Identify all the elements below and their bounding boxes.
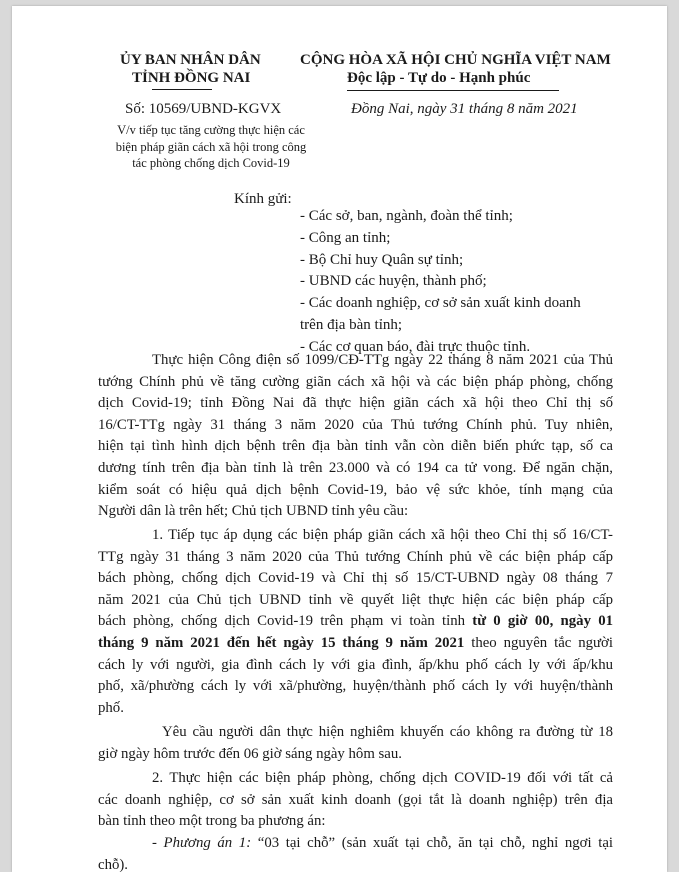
intro-line: dịch Covid-19; tỉnh Đồng Nai đã thực hiện giãn cách xã hội theo Chỉ thị số <box>98 395 613 412</box>
option-1-line: chỗ). <box>98 856 128 872</box>
recipient-item: - Các cơ quan báo, đài trực thuộc tỉnh. <box>300 338 531 355</box>
item-1-line: 1. Tiếp tục áp dụng các biện pháp giãn cách xã hội theo Chỉ thị số 16/CT- <box>152 527 613 543</box>
curfew-line: giờ ngày hôm trước đến 06 giờ sáng ngày hôm sau. <box>98 745 402 762</box>
document-subject <box>109 122 313 172</box>
plain-text: theo nguyên tắc người <box>464 634 613 651</box>
document-page <box>12 6 667 872</box>
subject-line: biện pháp giãn cách xã hội trong công <box>115 139 307 154</box>
document-date: Đồng Nai, ngày 31 tháng 8 năm 2021 <box>351 101 578 117</box>
effective-date-end: tháng 9 năm 2021 đến hết ngày 15 tháng 9 năm 2021 <box>98 634 465 651</box>
plain-text: bách phòng, chống dịch Covid-19 trên phạm vi toàn tỉnh <box>98 613 473 630</box>
option-1-label: - Phương án 1: <box>152 835 252 851</box>
recipient-item: - UBND các huyện, thành phố; <box>300 273 487 290</box>
subject-line: tác phòng chống dịch Covid-19 <box>132 156 290 170</box>
province-name: TỈNH ĐỒNG NAI <box>132 70 251 86</box>
agency-underline <box>152 89 212 90</box>
intro-line: tướng Chính phủ về tăng cường giãn cách xã hội và các biện pháp phòng, chống <box>98 373 613 390</box>
recipient-item: trên địa bàn tỉnh; <box>300 316 403 333</box>
item-1-line: năm 2021 của Chủ tịch UBND tỉnh về quyết liệt thực hiện các biện pháp cấp <box>98 591 613 608</box>
item-1-line: cách ly với người, gia đình cách ly với gia đình, ấp/khu phố cách ly với ấp/khu <box>98 656 613 673</box>
item-1-line: phố, xã/phường cách ly với xã/phường, huyện/thành phố cách ly với huyện/thành <box>98 678 613 695</box>
motto-underline <box>347 90 559 91</box>
recipient-item: - Công an tỉnh; <box>300 229 391 246</box>
national-title: CỘNG HÒA XÃ HỘI CHỦ NGHĨA VIỆT NAM <box>300 52 611 68</box>
item-2-line: các doanh nghiệp, cơ sở sản xuất kinh doanh (gọi tắt là doanh nghiệp) trên địa <box>98 791 613 808</box>
item-1-line <box>98 633 613 655</box>
intro-line: 16/CT-TTg ngày 31 tháng 3 năm 2020 của Thủ tướng Chính phủ. Tuy nhiên, <box>98 416 613 433</box>
document-number: Số: 10569/UBND-KGVX <box>125 101 282 117</box>
greeting: Kính gửi: <box>234 191 292 207</box>
option-1-text: “03 tại chỗ” (sản xuất tại chỗ, ăn tại chỗ, nghỉ ngơi tại <box>251 835 613 851</box>
option-1-line <box>98 833 613 855</box>
curfew-line: Yêu cầu người dân thực hiện nghiêm khuyến cáo không ra đường từ 18 <box>162 724 613 740</box>
item-1-line <box>98 611 613 633</box>
intro-line: hiện tại tình hình dịch bệnh trên địa bàn tỉnh vẫn còn diễn biến phức tạp, số ca <box>98 438 613 455</box>
option-1-paragraph <box>98 833 613 872</box>
item-1-line: TTg ngày 31 tháng 3 năm 2020 của Thủ tướng Chính phủ về các biện pháp cấp <box>98 548 613 565</box>
intro-line: dương tính trên địa bàn tỉnh là trên 23.000 và có 194 ca tử vong. Để ngăn chặn, <box>98 459 613 476</box>
recipient-item: - Các doanh nghiệp, cơ sở sản xuất kinh doanh <box>300 295 581 312</box>
national-motto: Độc lập - Tự do - Hạnh phúc <box>347 70 531 86</box>
item-2-line: 2. Thực hiện các biện pháp phòng, chống dịch COVID-19 đối với tất cả <box>152 770 613 786</box>
curfew-paragraph <box>98 722 613 765</box>
item-2-paragraph <box>98 768 613 833</box>
agency-name: ỦY BAN NHÂN DÂN <box>120 52 261 68</box>
item-1-paragraph <box>98 525 613 719</box>
intro-paragraph <box>98 350 613 523</box>
recipient-item: - Các sở, ban, ngành, đoàn thể tỉnh; <box>300 208 513 224</box>
item-2-line: bàn tỉnh theo một trong ba phương án: <box>98 813 326 830</box>
intro-line: Người dân là trên hết; Chủ tịch UBND tỉnh yêu cầu: <box>98 503 409 520</box>
recipient-list <box>300 206 581 359</box>
item-1-line: bách phòng, chống dịch Covid-19 và Chỉ thị số 15/CT-UBND ngày 08 tháng 7 <box>98 570 613 587</box>
intro-line: Thực hiện Công điện số 1099/CĐ-TTg ngày 22 tháng 8 năm 2021 của Thủ <box>152 352 613 368</box>
item-1-line: phố. <box>98 699 124 716</box>
effective-date-start: từ 0 giờ 00, ngày 01 <box>472 613 613 630</box>
recipient-item: - Bộ Chỉ huy Quân sự tỉnh; <box>300 251 464 268</box>
intro-line: kiểm soát có hiệu quả dịch bệnh Covid-19, bảo vệ sức khỏe, tính mạng của <box>98 481 613 498</box>
subject-line: V/v tiếp tục tăng cường thực hiện các <box>117 123 305 137</box>
